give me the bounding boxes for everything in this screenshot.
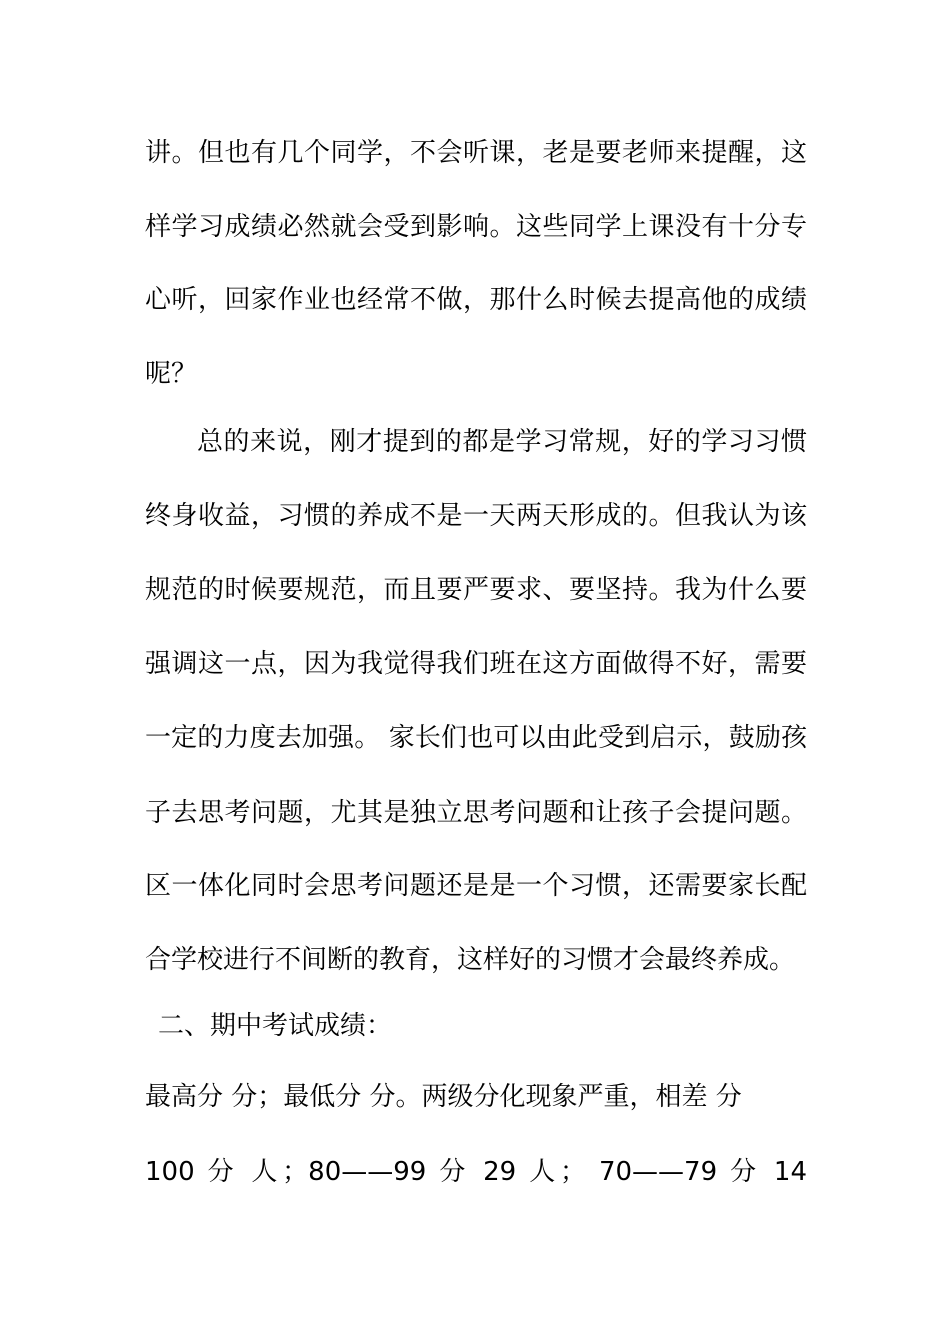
score-summary-line: 最高分 分；最低分 分。两级分化现象严重，相差 分 <box>145 1082 742 1112</box>
section-heading: 二、期中考试成绩： <box>158 1011 393 1041</box>
score-distribution-line: 100 分 人；80——99 分 29 人； 70——79 分 14 <box>145 1157 807 1187</box>
paragraph-line-6: 终身收益，习惯的养成不是一天两天形成的。但我认为该 <box>145 501 807 531</box>
paragraph-line-2: 样学习成绩必然就会受到影响。这些同学上课没有十分专 <box>145 212 807 242</box>
paragraph-line-3: 心听，回家作业也经常不做，那什么时候去提高他的成绩 <box>145 285 807 315</box>
paragraph-line-10: 子去思考问题，尤其是独立思考问题和让孩子会提问题。 <box>145 798 807 828</box>
paragraph-line-4: 呢？ <box>145 359 198 389</box>
paragraph-line-8: 强调这一点，因为我觉得我们班在这方面做得不好，需要 <box>145 649 807 679</box>
paragraph-line-12: 合学校进行不间断的教育，这样好的习惯才会最终养成。 <box>145 945 796 975</box>
paragraph-line-9: 一定的力度去加强。 家长们也可以由此受到启示，鼓励孩 <box>145 723 807 753</box>
paragraph-line-5: 总的来说，刚才提到的都是学习常规，好的学习习惯 <box>197 427 807 457</box>
paragraph-line-7: 规范的时候要规范，而且要严要求、要坚持。我为什么要 <box>145 575 807 605</box>
paragraph-line-1: 讲。但也有几个同学，不会听课，老是要老师来提醒，这 <box>145 138 807 168</box>
paragraph-line-11: 区一体化同时会思考问题还是是一个习惯，还需要家长配 <box>145 871 807 901</box>
